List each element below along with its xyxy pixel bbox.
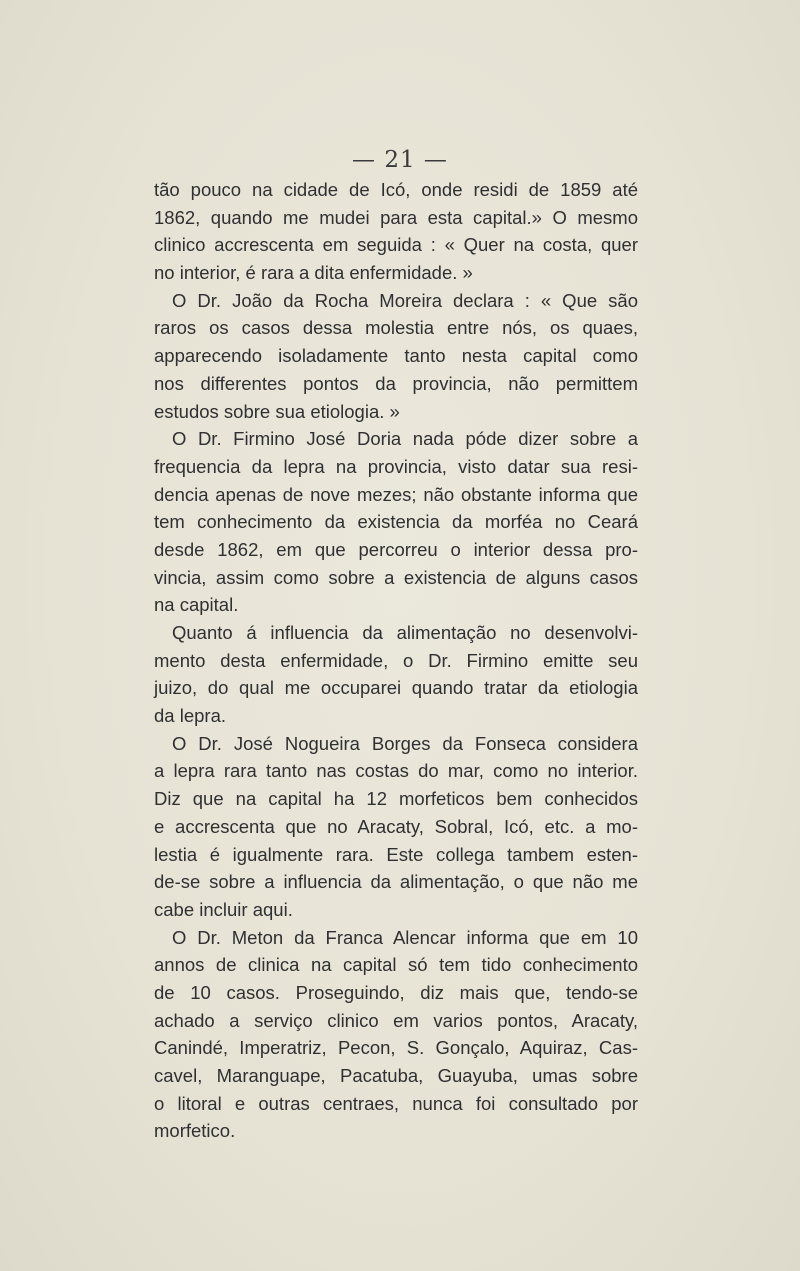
text-line: nos differentes pontos da provincia, não permittem bbox=[154, 372, 638, 394]
text-line: cabe incluir aqui. bbox=[154, 898, 293, 920]
text-line: 1862, quando me mudei para esta capital.» O mesmo bbox=[154, 206, 638, 228]
text-line: morfetico. bbox=[154, 1120, 236, 1142]
text-line: O Dr. João da Rocha Moreira declara : « Que são bbox=[172, 289, 638, 311]
text-line: Diz que na capital ha 12 morfeticos bem conhecidos bbox=[154, 788, 638, 810]
text-line: da lepra. bbox=[154, 705, 226, 727]
text-line: Canindé, Imperatriz, Pecon, S. Gonçalo, Aquiraz, Cas- bbox=[154, 1037, 638, 1059]
text-line: achado a serviço clinico em varios pontos, Aracaty, bbox=[154, 1009, 638, 1031]
text-line: apparecendo isoladamente tanto nesta capital como bbox=[154, 345, 638, 367]
text-line: mento desta enfermidade, o Dr. Firmino emitte seu bbox=[154, 649, 638, 671]
text-line: O Dr. Meton da Franca Alencar informa que em 10 bbox=[172, 926, 638, 948]
body-text bbox=[154, 176, 638, 1145]
text-line: raros os casos dessa molestia entre nós, os quaes, bbox=[154, 317, 638, 339]
text-line: no interior, é rara a dita enfermidade. » bbox=[154, 262, 473, 284]
text-line: clinico accrescenta em seguida : « Quer na costa, quer bbox=[154, 234, 638, 256]
text-line: estudos sobre sua etiologia. » bbox=[154, 400, 400, 422]
text-line: tem conhecimento da existencia da morféa no Ceará bbox=[154, 511, 638, 533]
text-line: na capital. bbox=[154, 594, 239, 616]
text-line: desde 1862, em que percorreu o interior dessa pro- bbox=[154, 538, 638, 560]
text-line: Quanto á influencia da alimentação no desenvolvi- bbox=[172, 622, 638, 643]
text-line: a lepra rara tanto nas costas do mar, como no interior. bbox=[154, 760, 638, 782]
text-line: lestia é igualmente rara. Este collega tambem esten- bbox=[154, 843, 638, 865]
text-line: O Dr. José Nogueira Borges da Fonseca considera bbox=[172, 732, 638, 754]
text-line: frequencia da lepra na provincia, visto datar sua resi- bbox=[154, 455, 638, 477]
text-line: annos de clinica na capital só tem tido conhecimento bbox=[154, 954, 638, 976]
page-number: — 21 — bbox=[352, 147, 448, 173]
text-line: O Dr. Firmino José Doria nada póde dizer sobre a bbox=[172, 428, 638, 450]
text-line: cavel, Maranguape, Pacatuba, Guayuba, umas sobre bbox=[154, 1065, 638, 1086]
text-line: juizo, do qual me occuparei quando tratar da etiologia bbox=[154, 677, 638, 699]
text-line: de 10 casos. Proseguindo, diz mais que, tendo-se bbox=[154, 981, 638, 1003]
text-line: dencia apenas de nove mezes; não obstante informa que bbox=[154, 483, 638, 505]
text-line: e accrescenta que no Aracaty, Sobral, Icó, etc. a mo- bbox=[154, 815, 638, 837]
text-line: tão pouco na cidade de Icó, onde residi de 1859 até bbox=[154, 179, 638, 200]
text-line: vincia, assim como sobre a existencia de alguns casos bbox=[154, 566, 638, 588]
text-line: de-se sobre a influencia da alimentação, o que não me bbox=[154, 871, 638, 893]
text-line: o litoral e outras centraes, nunca foi consultado por bbox=[154, 1092, 638, 1114]
